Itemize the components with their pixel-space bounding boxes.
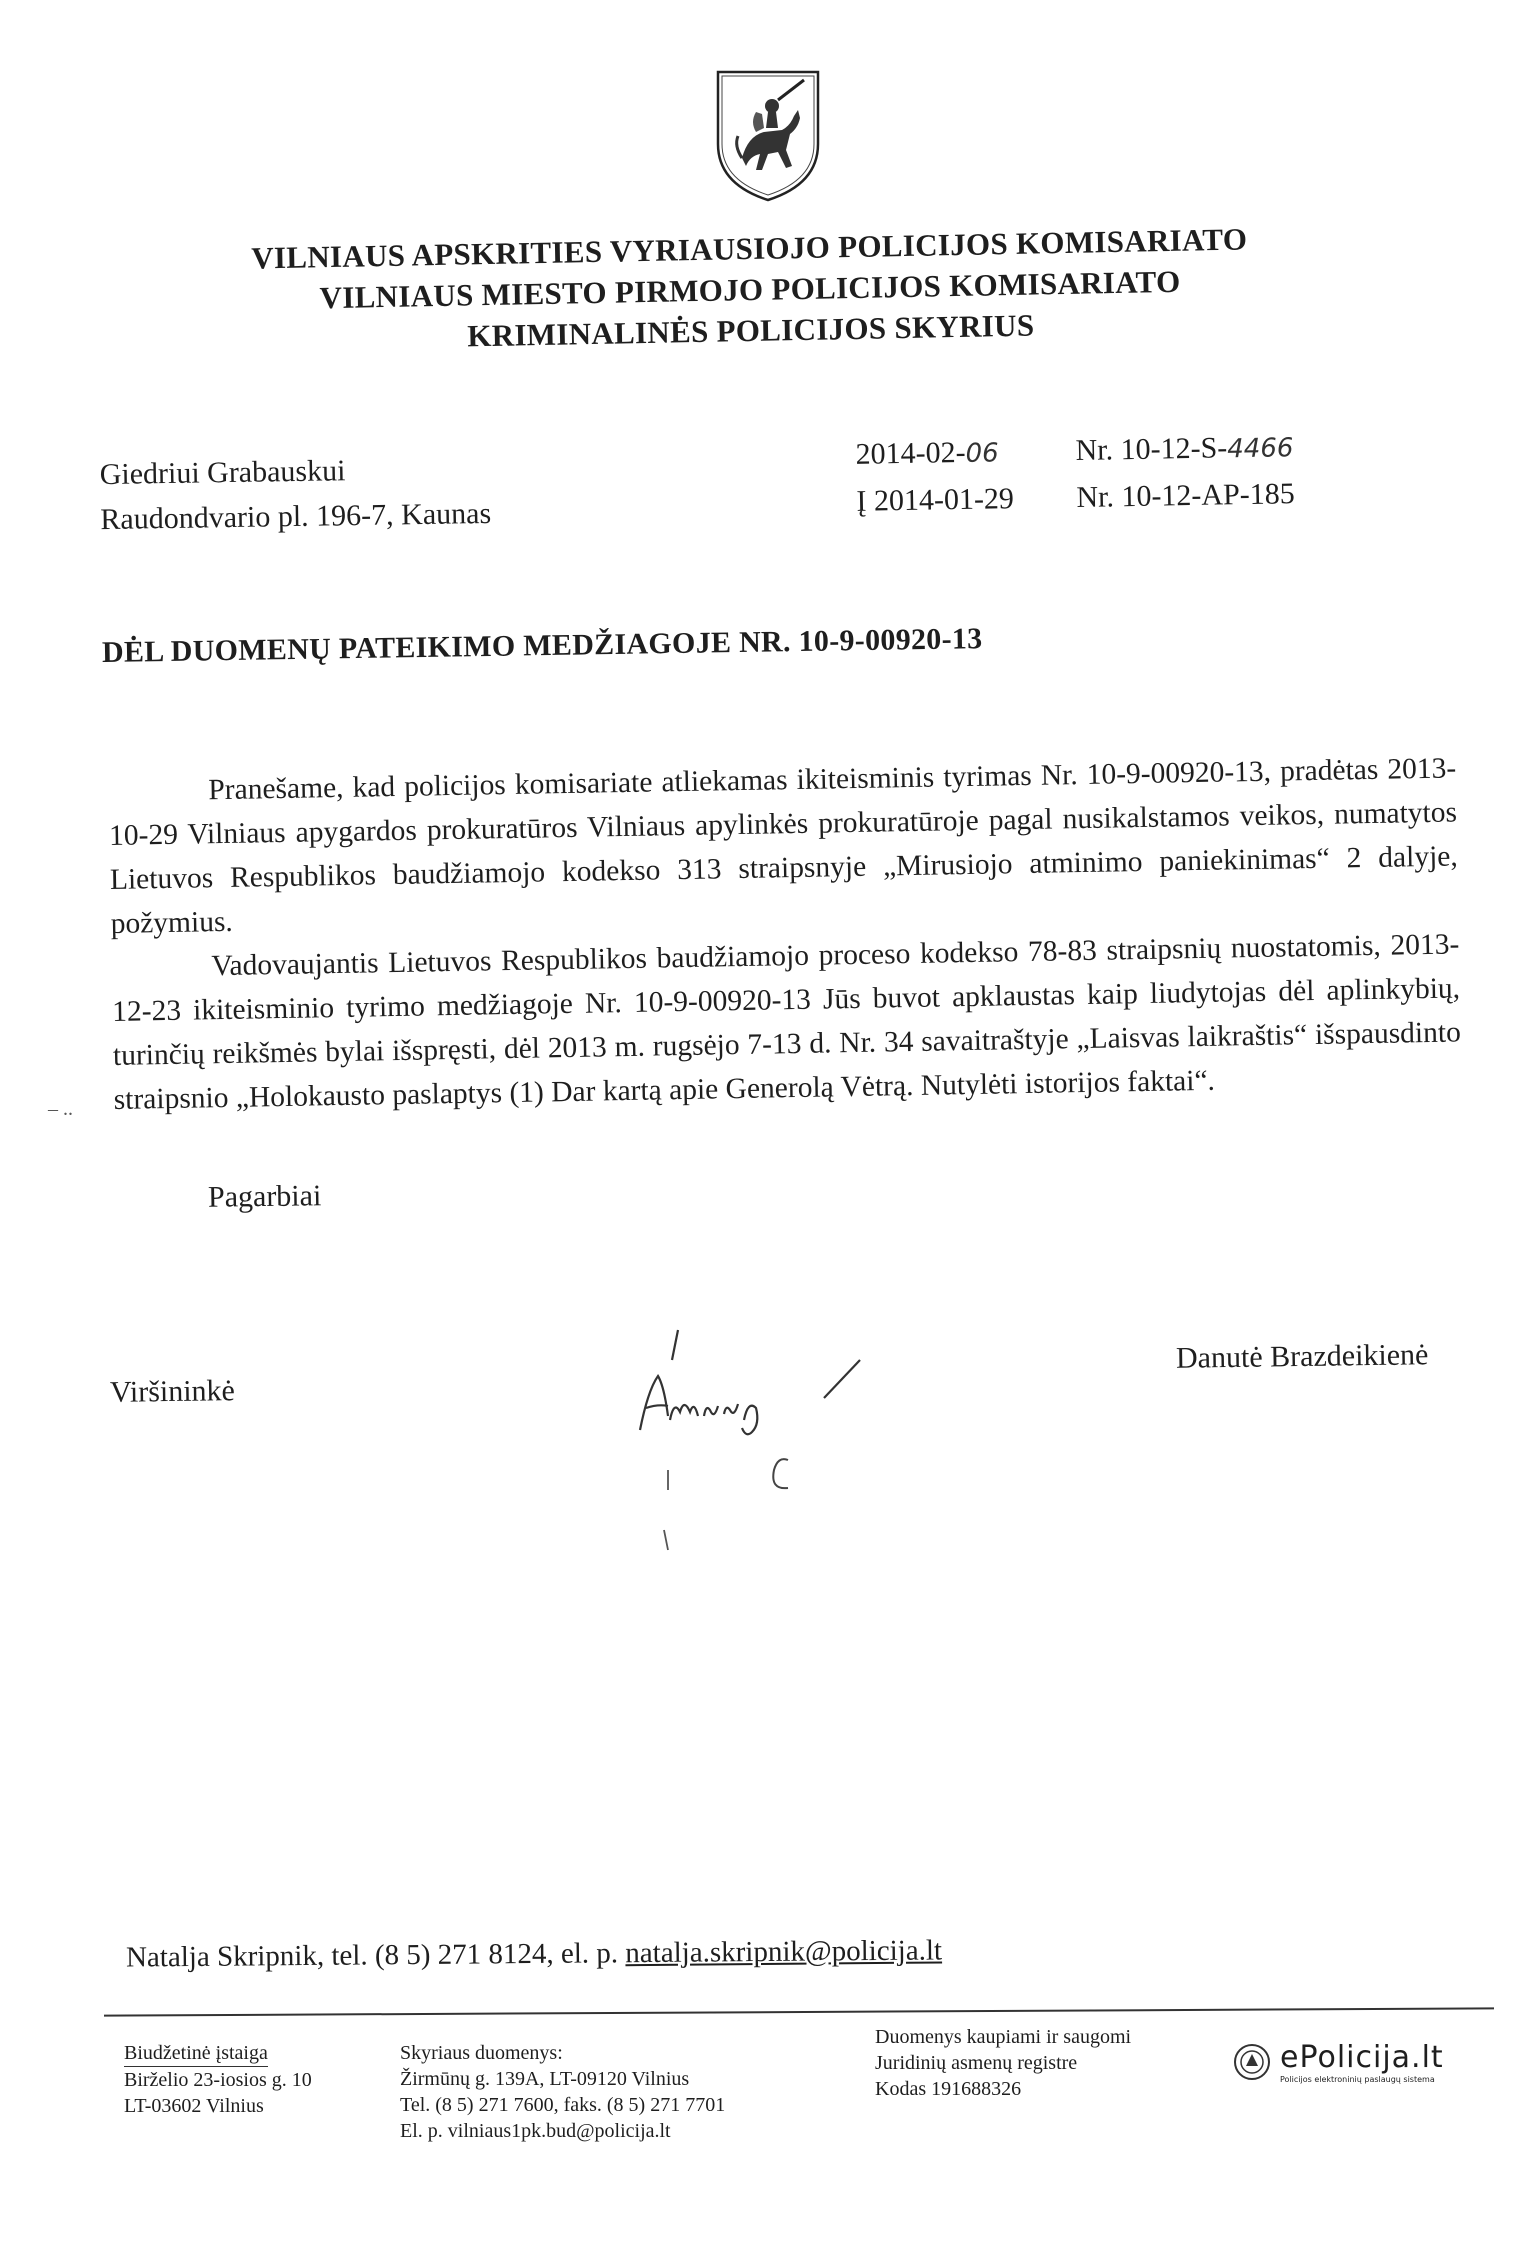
incoming-reference [856, 471, 1295, 524]
footer-registry-line-3: Kodas 191688326 [875, 2078, 1022, 2100]
closing: Pagarbiai [207, 1179, 322, 1214]
incoming-number: Nr. 10-12-AP-185 [1076, 477, 1295, 514]
outgoing-date: 2014-02- [855, 435, 966, 471]
outgoing-number-handwritten: 4466 [1226, 433, 1294, 465]
outgoing-date-handwritten: 06 [965, 438, 999, 469]
footer-registry-line-1: Duomenys kaupiami ir saugomi [875, 2026, 1132, 2048]
footer-department-line-3: Tel. (8 5) 271 7600, faks. (8 5) 271 7701 [400, 2094, 726, 2116]
footer-department [400, 2040, 725, 2144]
footer-department-line-2: Žirmūnų g. 139A, LT-09120 Vilnius [400, 2068, 690, 2090]
logo-tagline: Policijos elektroninių paslaugų sistema [1280, 2075, 1435, 2084]
recipient-name: Giedriui Grabauskui [99, 454, 346, 492]
logo-name: ePolicija.lt [1280, 2040, 1444, 2075]
subject-line: DĖL DUOMENŲ PATEIKIMO MEDŽIAGOJE NR. 10-9-00920-13 [101, 622, 983, 669]
issuer-line-2: VILNIAUS MIESTO PIRMOJO POLICIJOS KOMISARIATO [319, 263, 1181, 316]
coat-of-arms-icon [712, 66, 824, 206]
contact-text: Natalja Skripnik, tel. (8 5) 271 8124, el. p. [125, 1937, 626, 1974]
issuer-line-1: VILNIAUS APSKRITIES VYRIAUSIOJO POLICIJOS KOMISARIATO [250, 221, 1248, 276]
margin-mark: – .. [48, 1098, 73, 1120]
footer-divider [104, 2007, 1494, 2016]
footer-institution [124, 2040, 312, 2119]
issuer-line-3: KRIMINALINĖS POLICIJOS SKYRIUS [466, 307, 1035, 354]
footer-registry-line-2: Juridinių asmenų registre [875, 2052, 1078, 2074]
handwritten-signature [628, 1320, 898, 1570]
footer-institution-line-2: Birželio 23-iosios g. 10 [124, 2069, 312, 2091]
signatory-position: Viršininkė [109, 1374, 236, 1409]
police-seal-icon [1232, 2042, 1272, 2082]
footer-department-line-1: Skyriaus duomenys: [400, 2042, 563, 2064]
reference-block [855, 424, 1295, 524]
recipient-address: Raudondvario pl. 196-7, Kaunas [100, 496, 492, 537]
outgoing-number-label: Nr. 10-12-S- [1075, 431, 1228, 467]
letter-body [108, 746, 1462, 1121]
issuer-header [149, 216, 1351, 362]
outgoing-reference [855, 424, 1294, 479]
signatory-name: Danutė Brazdeikienė [1175, 1338, 1429, 1375]
footer-institution-line-3: LT-03602 Vilnius [124, 2095, 264, 2117]
contact-email-link[interactable]: natalja.skripnik@policija.lt [625, 1934, 943, 1970]
body-paragraph-1: Pranešame, kad policijos komisariate atliekamas ikiteisminis tyrimas Nr. 10-9-00920-13, pradėtas 2013-10-29 Vilniaus apygardos prokuratūros Vilniaus apylinkės prokuratūroje pagal nusikalstamos veikos, numatytos Lietuvos Respublikos baudžiamojo kodekso 313 straipsnyje „Mirusiojo atminimo paniekinimas“ 2 dalyje, požymius. [108, 752, 1458, 940]
incoming-date: Į 2014-01-29 [856, 482, 1015, 518]
footer-institution-line-1: Biudžetinė įstaiga [124, 2040, 268, 2067]
body-paragraph-2: Vadovaujantis Lietuvos Respublikos baudžiamojo proceso kodekso 78-83 straipsnių nuostatomis, 2013-12-23 ikiteisminio tyrimo medžiagoje Nr. 10-9-00920-13 Jūs buvot apklaustas kaip liudytojas dėl aplinkybių, turinčių reikšmės bylai išspręsti, dėl 2013 m. rugsėjo 7-13 d. Nr. 34 savaitraštyje „Laisvas laikraštis“ išspausdinto straipsnio „Holokausto paslaptys (1) Dar kartą apie Generolą Vėtrą. Nutylėti istorijos faktai“. [111, 928, 1462, 1116]
footer-department-email[interactable]: El. p. vilniaus1pk.bud@policija.lt [400, 2120, 671, 2142]
footer-registry [875, 2024, 1131, 2102]
contact-line [126, 1934, 942, 1974]
epolicija-logo [1232, 2040, 1444, 2084]
recipient-block [99, 446, 491, 542]
